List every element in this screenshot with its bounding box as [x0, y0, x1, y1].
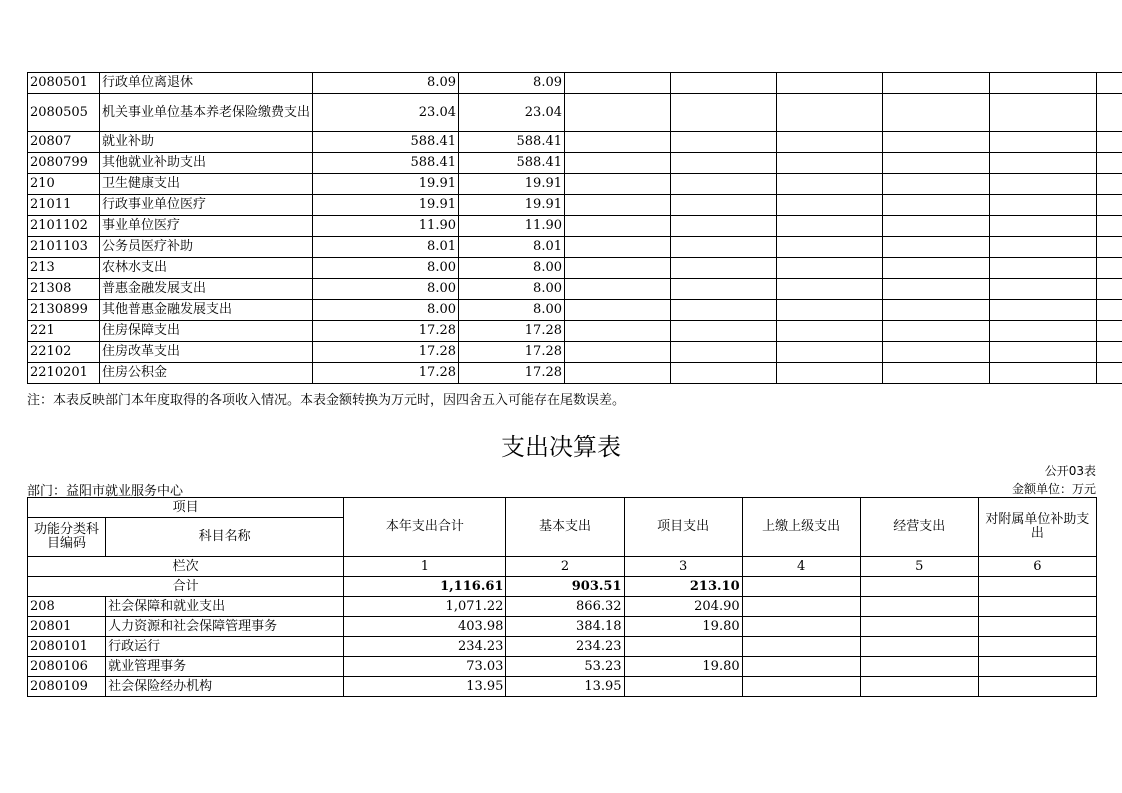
column-number: 5: [860, 557, 978, 577]
row-value-2: 23.04: [459, 94, 565, 132]
row-name: 住房保障支出: [100, 321, 313, 342]
column-number: 1: [344, 557, 506, 577]
empty-cell: [777, 237, 883, 258]
row-name: 就业补助: [100, 132, 313, 153]
table-row: [28, 174, 1122, 195]
row-name: 普惠金融发展支出: [100, 279, 313, 300]
table-row: [28, 637, 1097, 657]
empty-cell: [990, 73, 1097, 94]
empty-cell: [1097, 237, 1122, 258]
table-row: [28, 237, 1122, 258]
row-name: 住房改革支出: [100, 342, 313, 363]
empty-cell: [742, 597, 860, 617]
row-name: 人力资源和社会保障管理事务: [106, 617, 344, 637]
empty-cell: [860, 617, 978, 637]
empty-cell: [671, 279, 777, 300]
table-row: [28, 132, 1122, 153]
empty-cell: [671, 321, 777, 342]
row-code: 21308: [28, 279, 100, 300]
empty-cell: [1097, 174, 1122, 195]
empty-cell: [978, 637, 1096, 657]
empty-cell: [565, 279, 671, 300]
empty-cell: [671, 94, 777, 132]
empty-cell: [565, 258, 671, 279]
empty-cell: [883, 216, 990, 237]
row-name: 机关事业单位基本养老保险缴费支出: [100, 94, 313, 132]
row-code: 2101102: [28, 216, 100, 237]
empty-cell: [671, 342, 777, 363]
empty-cell: [671, 174, 777, 195]
row-total: 1,071.22: [344, 597, 506, 617]
empty-cell: [1097, 258, 1122, 279]
empty-cell: [565, 94, 671, 132]
row-name: 行政事业单位医疗: [100, 195, 313, 216]
empty-cell: [860, 677, 978, 697]
empty-cell: [671, 73, 777, 94]
row-name: 行政运行: [106, 637, 344, 657]
row-basic: 53.23: [506, 657, 624, 677]
total-project: 213.10: [624, 577, 742, 597]
row-value-2: 17.28: [459, 363, 565, 384]
table-row: [28, 617, 1097, 637]
empty-cell: [777, 363, 883, 384]
row-code: 2080799: [28, 153, 100, 174]
empty-cell: [883, 132, 990, 153]
row-code: 20801: [28, 617, 106, 637]
table-row: [28, 195, 1122, 216]
row-code: 2130899: [28, 300, 100, 321]
empty-cell: [978, 677, 1096, 697]
empty-cell: [990, 174, 1097, 195]
empty-cell: [990, 94, 1097, 132]
row-code: 20807: [28, 132, 100, 153]
empty-cell: [883, 300, 990, 321]
row-value-1: 17.28: [313, 321, 459, 342]
table-row: [28, 73, 1122, 94]
empty-cell: [1097, 363, 1122, 384]
row-total: 234.23: [344, 637, 506, 657]
empty-cell: [1097, 94, 1122, 132]
empty-cell: [565, 342, 671, 363]
empty-cell: [1097, 195, 1122, 216]
row-total: 73.03: [344, 657, 506, 677]
row-value-2: 17.28: [459, 321, 565, 342]
empty-cell: [742, 617, 860, 637]
total-label: 合计: [28, 577, 344, 597]
header-basic: 基本支出: [506, 498, 624, 557]
row-project: 204.90: [624, 597, 742, 617]
empty-cell: [671, 153, 777, 174]
empty-cell: [883, 321, 990, 342]
row-code: 2210201: [28, 363, 100, 384]
expense-table-body: [28, 597, 1097, 697]
table-row: [28, 153, 1122, 174]
empty-cell: [1097, 153, 1122, 174]
row-value-2: 19.91: [459, 174, 565, 195]
empty-cell: [565, 174, 671, 195]
row-name: 农林水支出: [100, 258, 313, 279]
row-value-1: 17.28: [313, 342, 459, 363]
table-row: [28, 363, 1122, 384]
empty-cell: [1097, 279, 1122, 300]
row-name: 住房公积金: [100, 363, 313, 384]
empty-cell: [990, 279, 1097, 300]
empty-cell: [777, 174, 883, 195]
row-project: [624, 637, 742, 657]
expense-table: [27, 497, 1097, 697]
empty-cell: [671, 300, 777, 321]
row-total: 13.95: [344, 677, 506, 697]
row-name: 事业单位医疗: [100, 216, 313, 237]
column-number: 4: [742, 557, 860, 577]
amount-unit: 金额单位：万元: [1011, 482, 1096, 496]
empty-cell: [777, 300, 883, 321]
row-code: 2101103: [28, 237, 100, 258]
header-func-code: 功能分类科目编码: [28, 518, 106, 557]
row-value-1: 8.00: [313, 279, 459, 300]
empty-cell: [978, 597, 1096, 617]
empty-cell: [742, 657, 860, 677]
empty-cell: [883, 237, 990, 258]
header-subsidy: 对附属单位补助支出: [978, 498, 1096, 557]
empty-cell: [777, 195, 883, 216]
row-project: [624, 677, 742, 697]
row-basic: 384.18: [506, 617, 624, 637]
empty-cell: [1097, 132, 1122, 153]
empty-cell: [860, 637, 978, 657]
row-code: 210: [28, 174, 100, 195]
empty-cell: [777, 73, 883, 94]
row-value-2: 8.00: [459, 300, 565, 321]
row-value-2: 588.41: [459, 153, 565, 174]
table-row: [28, 342, 1122, 363]
header-project-expense: 项目支出: [624, 498, 742, 557]
table-row: [28, 258, 1122, 279]
empty-cell: [565, 216, 671, 237]
empty-cell: [742, 637, 860, 657]
table-row: [28, 677, 1097, 697]
header-project: 项目: [28, 498, 344, 518]
empty-cell: [777, 279, 883, 300]
expense-table-header: [28, 498, 1097, 597]
empty-cell: [777, 216, 883, 237]
income-table-body: [28, 73, 1122, 384]
empty-cell: [883, 363, 990, 384]
header-upper: 上缴上级支出: [742, 498, 860, 557]
department-label: 部门：益阳市就业服务中心: [27, 484, 184, 499]
empty-cell: [777, 94, 883, 132]
row-project: 19.80: [624, 657, 742, 677]
header-subject-name: 科目名称: [106, 518, 344, 557]
row-value-1: 588.41: [313, 153, 459, 174]
empty-cell: [565, 321, 671, 342]
empty-cell: [883, 94, 990, 132]
row-value-1: 588.41: [313, 132, 459, 153]
empty-cell: [777, 342, 883, 363]
row-code: 2080106: [28, 657, 106, 677]
row-basic: 234.23: [506, 637, 624, 657]
table-number: 公开03表: [1044, 464, 1096, 478]
empty-cell: [883, 153, 990, 174]
row-basic: 866.32: [506, 597, 624, 617]
empty-cell: [990, 153, 1097, 174]
row-name: 卫生健康支出: [100, 174, 313, 195]
empty-cell: [1097, 342, 1122, 363]
page-title: 支出决算表: [501, 433, 621, 461]
empty-cell: [565, 73, 671, 94]
total-amount: 1,116.61: [344, 577, 506, 597]
row-value-2: 8.01: [459, 237, 565, 258]
table-row: [28, 657, 1097, 677]
row-value-1: 17.28: [313, 363, 459, 384]
row-code: 213: [28, 258, 100, 279]
table-row: [28, 321, 1122, 342]
empty-cell: [777, 153, 883, 174]
empty-cell: [990, 258, 1097, 279]
empty-cell: [671, 132, 777, 153]
row-value-2: 17.28: [459, 342, 565, 363]
empty-cell: [1097, 73, 1122, 94]
income-table: [27, 72, 1122, 384]
empty-cell: [742, 677, 860, 697]
empty-cell: [777, 321, 883, 342]
row-code: 2080501: [28, 73, 100, 94]
empty-cell: [671, 237, 777, 258]
row-value-2: 588.41: [459, 132, 565, 153]
empty-cell: [883, 174, 990, 195]
column-number: 6: [978, 557, 1096, 577]
row-code: 221: [28, 321, 100, 342]
row-value-1: 23.04: [313, 94, 459, 132]
column-number: 2: [506, 557, 624, 577]
row-basic: 13.95: [506, 677, 624, 697]
empty-cell: [777, 258, 883, 279]
empty-cell: [978, 657, 1096, 677]
empty-cell: [860, 657, 978, 677]
empty-cell: [671, 216, 777, 237]
column-row-label: 栏次: [28, 557, 344, 577]
empty-cell: [671, 363, 777, 384]
row-code: 22102: [28, 342, 100, 363]
header-total: 本年支出合计: [344, 498, 506, 557]
empty-cell: [883, 342, 990, 363]
table-row: [28, 279, 1122, 300]
row-name: 社会保障和就业支出: [106, 597, 344, 617]
table-row: [28, 94, 1122, 132]
row-value-2: 8.00: [459, 258, 565, 279]
empty-cell: [990, 300, 1097, 321]
empty-cell: [777, 132, 883, 153]
empty-cell: [1097, 216, 1122, 237]
row-total: 403.98: [344, 617, 506, 637]
empty-cell: [883, 73, 990, 94]
empty-cell: [565, 237, 671, 258]
empty-cell: [565, 153, 671, 174]
row-name: 行政单位离退休: [100, 73, 313, 94]
row-value-1: 8.01: [313, 237, 459, 258]
row-value-1: 19.91: [313, 195, 459, 216]
total-row: [28, 577, 1097, 597]
empty-cell: [990, 342, 1097, 363]
empty-cell: [565, 195, 671, 216]
empty-cell: [565, 363, 671, 384]
row-value-2: 8.09: [459, 73, 565, 94]
empty-cell: [990, 363, 1097, 384]
row-value-1: 19.91: [313, 174, 459, 195]
row-value-1: 8.09: [313, 73, 459, 94]
total-basic: 903.51: [506, 577, 624, 597]
empty-cell: [1097, 300, 1122, 321]
row-value-2: 8.00: [459, 279, 565, 300]
row-value-1: 8.00: [313, 258, 459, 279]
empty-cell: [990, 237, 1097, 258]
row-name: 社会保险经办机构: [106, 677, 344, 697]
empty-cell: [1097, 321, 1122, 342]
table-row: [28, 597, 1097, 617]
empty-cell: [883, 195, 990, 216]
row-value-1: 8.00: [313, 300, 459, 321]
row-value-1: 11.90: [313, 216, 459, 237]
row-name: 公务员医疗补助: [100, 237, 313, 258]
table-row: [28, 300, 1122, 321]
row-name: 就业管理事务: [106, 657, 344, 677]
row-project: 19.80: [624, 617, 742, 637]
empty-cell: [671, 195, 777, 216]
empty-cell: [671, 258, 777, 279]
empty-cell: [565, 132, 671, 153]
row-name: 其他就业补助支出: [100, 153, 313, 174]
empty-cell: [990, 195, 1097, 216]
empty-cell: [883, 258, 990, 279]
table-row: [28, 216, 1122, 237]
row-value-2: 11.90: [459, 216, 565, 237]
income-note: 注：本表反映部门本年度取得的各项收入情况。本表金额转换为万元时，因四舍五入可能存在尾数误差。: [27, 393, 626, 408]
empty-cell: [565, 300, 671, 321]
empty-cell: [860, 597, 978, 617]
row-code: 208: [28, 597, 106, 617]
row-code: 2080109: [28, 677, 106, 697]
row-name: 其他普惠金融发展支出: [100, 300, 313, 321]
column-number: 3: [624, 557, 742, 577]
empty-cell: [978, 617, 1096, 637]
row-code: 21011: [28, 195, 100, 216]
row-value-2: 19.91: [459, 195, 565, 216]
empty-cell: [883, 279, 990, 300]
empty-cell: [990, 321, 1097, 342]
row-code: 2080505: [28, 94, 100, 132]
empty-cell: [990, 216, 1097, 237]
row-code: 2080101: [28, 637, 106, 657]
empty-cell: [990, 132, 1097, 153]
header-business: 经营支出: [860, 498, 978, 557]
